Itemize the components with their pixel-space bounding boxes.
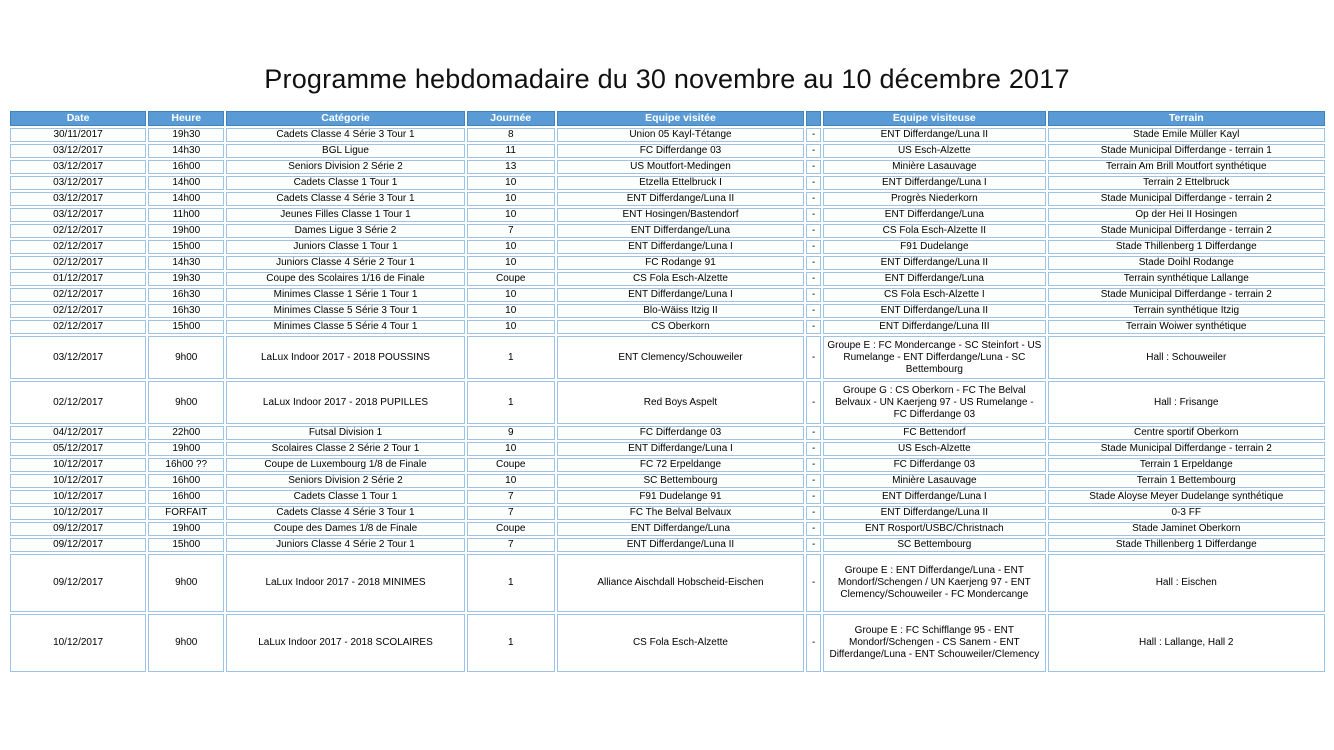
cell: ENT Differdange/Luna II (557, 192, 804, 206)
cell: 15h00 (148, 240, 224, 254)
cell: - (806, 336, 821, 379)
cell: 02/12/2017 (10, 381, 146, 424)
cell: 09/12/2017 (10, 538, 146, 552)
cell: Stade Aloyse Meyer Dudelange synthétique (1048, 490, 1325, 504)
cell: - (806, 614, 821, 672)
cell: Stade Municipal Differdange - terrain 2 (1048, 192, 1325, 206)
cell: Stade Municipal Differdange - terrain 2 (1048, 288, 1325, 302)
cell: 1 (467, 554, 555, 612)
cell: Op der Hei II Hosingen (1048, 208, 1325, 222)
cell: Juniors Classe 1 Tour 1 (226, 240, 464, 254)
cell: 1 (467, 381, 555, 424)
cell: Terrain Am Brill Moutfort synthétique (1048, 160, 1325, 174)
cell: 16h00 (148, 474, 224, 488)
cell: - (806, 554, 821, 612)
cell: 19h00 (148, 224, 224, 238)
cell: 16h00 (148, 490, 224, 504)
table-row (10, 522, 1325, 536)
cell: 10 (467, 176, 555, 190)
cell: ENT Differdange/Luna I (823, 490, 1045, 504)
cell: 10 (467, 288, 555, 302)
cell: 10 (467, 304, 555, 318)
cell: LaLux Indoor 2017 - 2018 MINIMES (226, 554, 464, 612)
table-row (10, 272, 1325, 286)
cell: Stade Jaminet Oberkorn (1048, 522, 1325, 536)
cell: 10 (467, 320, 555, 334)
cell: CS Fola Esch-Alzette (557, 272, 804, 286)
cell: Cadets Classe 1 Tour 1 (226, 490, 464, 504)
table-body (10, 128, 1325, 672)
cell: CS Fola Esch-Alzette II (823, 224, 1045, 238)
cell: 03/12/2017 (10, 160, 146, 174)
cell: 7 (467, 224, 555, 238)
cell: Coupe (467, 522, 555, 536)
cell: 9h00 (148, 381, 224, 424)
cell: - (806, 288, 821, 302)
cell: 10 (467, 256, 555, 270)
cell: Terrain synthétique Itzig (1048, 304, 1325, 318)
cell: CS Fola Esch-Alzette (557, 614, 804, 672)
cell: ENT Rosport/USBC/Christnach (823, 522, 1045, 536)
cell: 09/12/2017 (10, 522, 146, 536)
cell: - (806, 506, 821, 520)
cell: Blo-Wäiss Itzig II (557, 304, 804, 318)
cell: 01/12/2017 (10, 272, 146, 286)
table-row (10, 208, 1325, 222)
cell: - (806, 522, 821, 536)
cell: - (806, 192, 821, 206)
cell: - (806, 490, 821, 504)
table-row (10, 381, 1325, 424)
cell: - (806, 381, 821, 424)
cell: Minière Lasauvage (823, 160, 1045, 174)
table-row (10, 176, 1325, 190)
cell: 10/12/2017 (10, 614, 146, 672)
cell: ENT Hosingen/Bastendorf (557, 208, 804, 222)
table-row (10, 426, 1325, 440)
cell: Stade Emile Müller Kayl (1048, 128, 1325, 142)
cell: Terrain 1 Erpeldange (1048, 458, 1325, 472)
cell: - (806, 304, 821, 318)
cell: ENT Differdange/Luna I (557, 288, 804, 302)
cell: 16h00 ?? (148, 458, 224, 472)
cell: Coupe de Luxembourg 1/8 de Finale (226, 458, 464, 472)
cell: ENT Differdange/Luna II (823, 304, 1045, 318)
cell: ENT Differdange/Luna (823, 272, 1045, 286)
cell: - (806, 426, 821, 440)
table-row (10, 336, 1325, 379)
cell: Stade Municipal Differdange - terrain 2 (1048, 442, 1325, 456)
cell: Centre sportif Oberkorn (1048, 426, 1325, 440)
cell: Minimes Classe 5 Série 3 Tour 1 (226, 304, 464, 318)
table-row (10, 614, 1325, 672)
cell: 15h00 (148, 320, 224, 334)
column-header: Journée (467, 111, 555, 126)
cell: 0-3 FF (1048, 506, 1325, 520)
cell: LaLux Indoor 2017 - 2018 PUPILLES (226, 381, 464, 424)
table-row (10, 442, 1325, 456)
cell: ENT Differdange/Luna III (823, 320, 1045, 334)
cell: - (806, 144, 821, 158)
cell: 30/11/2017 (10, 128, 146, 142)
table-row (10, 224, 1325, 238)
cell: 7 (467, 538, 555, 552)
cell: Minière Lasauvage (823, 474, 1045, 488)
cell: 02/12/2017 (10, 320, 146, 334)
cell: ENT Differdange/Luna II (823, 256, 1045, 270)
cell: FORFAIT (148, 506, 224, 520)
cell: Red Boys Aspelt (557, 381, 804, 424)
schedule-table (8, 109, 1327, 674)
table-row (10, 304, 1325, 318)
cell: 10/12/2017 (10, 506, 146, 520)
cell: 02/12/2017 (10, 304, 146, 318)
cell: - (806, 176, 821, 190)
table-row (10, 192, 1325, 206)
cell: - (806, 128, 821, 142)
cell: Hall : Schouweiler (1048, 336, 1325, 379)
cell: Terrain Woiwer synthétique (1048, 320, 1325, 334)
table-header (10, 111, 1325, 126)
cell: 9h00 (148, 614, 224, 672)
cell: 02/12/2017 (10, 224, 146, 238)
header-row (10, 111, 1325, 126)
cell: FC The Belval Belvaux (557, 506, 804, 520)
cell: 10/12/2017 (10, 474, 146, 488)
cell: Stade Thillenberg 1 Differdange (1048, 538, 1325, 552)
table-row (10, 240, 1325, 254)
column-header: Heure (148, 111, 224, 126)
cell: Hall : Frisange (1048, 381, 1325, 424)
cell: F91 Dudelange 91 (557, 490, 804, 504)
cell: CS Oberkorn (557, 320, 804, 334)
cell: ENT Differdange/Luna I (557, 240, 804, 254)
cell: FC Differdange 03 (823, 458, 1045, 472)
cell: SC Bettembourg (823, 538, 1045, 552)
cell: 03/12/2017 (10, 144, 146, 158)
cell: Cadets Classe 4 Série 3 Tour 1 (226, 192, 464, 206)
cell: 8 (467, 128, 555, 142)
cell: 10 (467, 192, 555, 206)
column-header: Date (10, 111, 146, 126)
cell: FC Bettendorf (823, 426, 1045, 440)
cell: 14h00 (148, 192, 224, 206)
cell: 09/12/2017 (10, 554, 146, 612)
table-row (10, 160, 1325, 174)
cell: ENT Differdange/Luna II (823, 506, 1045, 520)
cell: 03/12/2017 (10, 208, 146, 222)
cell: Futsal Division 1 (226, 426, 464, 440)
cell: 11h00 (148, 208, 224, 222)
cell: 19h00 (148, 522, 224, 536)
cell: Groupe E : ENT Differdange/Luna - ENT Mondorf/Schengen / UN Kaerjeng 97 - ENT Clemency/Schouweiler - FC Mondercange (823, 554, 1045, 612)
cell: 9h00 (148, 554, 224, 612)
column-header: Terrain (1048, 111, 1325, 126)
cell: - (806, 538, 821, 552)
cell: US Esch-Alzette (823, 442, 1045, 456)
cell: FC Differdange 03 (557, 144, 804, 158)
table-row (10, 554, 1325, 612)
cell: Dames Ligue 3 Série 2 (226, 224, 464, 238)
table-row (10, 288, 1325, 302)
cell: Stade Doihl Rodange (1048, 256, 1325, 270)
cell: Jeunes Filles Classe 1 Tour 1 (226, 208, 464, 222)
cell: Coupe (467, 458, 555, 472)
cell: Hall : Lallange, Hall 2 (1048, 614, 1325, 672)
cell: ENT Differdange/Luna I (823, 176, 1045, 190)
cell: 14h30 (148, 144, 224, 158)
cell: Seniors Division 2 Série 2 (226, 474, 464, 488)
cell: 15h00 (148, 538, 224, 552)
cell: LaLux Indoor 2017 - 2018 SCOLAIRES (226, 614, 464, 672)
cell: 7 (467, 506, 555, 520)
cell: Union 05 Kayl-Tétange (557, 128, 804, 142)
cell: 1 (467, 614, 555, 672)
cell: Cadets Classe 1 Tour 1 (226, 176, 464, 190)
cell: Scolaires Classe 2 Série 2 Tour 1 (226, 442, 464, 456)
cell: Alliance Aischdall Hobscheid-Eischen (557, 554, 804, 612)
table-row (10, 128, 1325, 142)
cell: 1 (467, 336, 555, 379)
cell: Stade Thillenberg 1 Differdange (1048, 240, 1325, 254)
page-title: Programme hebdomadaire du 30 novembre au 10 décembre 2017 (264, 64, 1070, 94)
cell: ENT Differdange/Luna II (557, 538, 804, 552)
cell: 13 (467, 160, 555, 174)
cell: 02/12/2017 (10, 256, 146, 270)
cell: 10 (467, 474, 555, 488)
cell: SC Bettembourg (557, 474, 804, 488)
cell: Progrès Niederkorn (823, 192, 1045, 206)
cell: - (806, 320, 821, 334)
table-row (10, 458, 1325, 472)
cell: US Moutfort-Medingen (557, 160, 804, 174)
cell: FC Rodange 91 (557, 256, 804, 270)
cell: Cadets Classe 4 Série 3 Tour 1 (226, 128, 464, 142)
cell: 10/12/2017 (10, 458, 146, 472)
cell: ENT Differdange/Luna (557, 224, 804, 238)
cell: Juniors Classe 4 Série 2 Tour 1 (226, 538, 464, 552)
cell: 22h00 (148, 426, 224, 440)
table-row (10, 320, 1325, 334)
cell: Hall : Eischen (1048, 554, 1325, 612)
cell: Groupe G : CS Oberkorn - FC The Belval Belvaux - UN Kaerjeng 97 - US Rumelange - FC Differdange 03 (823, 381, 1045, 424)
cell: Juniors Classe 4 Série 2 Tour 1 (226, 256, 464, 270)
cell: BGL Ligue (226, 144, 464, 158)
table-row (10, 474, 1325, 488)
cell: 02/12/2017 (10, 240, 146, 254)
cell: Stade Municipal Differdange - terrain 1 (1048, 144, 1325, 158)
cell: - (806, 442, 821, 456)
cell: 19h00 (148, 442, 224, 456)
cell: 16h30 (148, 288, 224, 302)
cell: FC Differdange 03 (557, 426, 804, 440)
cell: Etzella Ettelbruck I (557, 176, 804, 190)
column-header: Catégorie (226, 111, 464, 126)
cell: 05/12/2017 (10, 442, 146, 456)
cell: 10 (467, 442, 555, 456)
cell: - (806, 240, 821, 254)
column-header: Equipe visiteuse (823, 111, 1045, 126)
cell: 10 (467, 240, 555, 254)
cell: - (806, 474, 821, 488)
cell: ENT Differdange/Luna II (823, 128, 1045, 142)
cell: - (806, 256, 821, 270)
cell: Terrain 2 Ettelbruck (1048, 176, 1325, 190)
cell: - (806, 224, 821, 238)
cell: Groupe E : FC Mondercange - SC Steinfort - US Rumelange - ENT Differdange/Luna - SC Bettembourg (823, 336, 1045, 379)
cell: Stade Municipal Differdange - terrain 2 (1048, 224, 1325, 238)
cell: Terrain synthétique Lallange (1048, 272, 1325, 286)
cell: Coupe des Dames 1/8 de Finale (226, 522, 464, 536)
cell: Seniors Division 2 Série 2 (226, 160, 464, 174)
cell: Groupe E : FC Schifflange 95 - ENT Mondorf/Schengen - CS Sanem - ENT Differdange/Luna - ENT Schouweiler/Clemency (823, 614, 1045, 672)
cell: 16h00 (148, 160, 224, 174)
cell: LaLux Indoor 2017 - 2018 POUSSINS (226, 336, 464, 379)
cell: 19h30 (148, 128, 224, 142)
cell: - (806, 208, 821, 222)
cell: 10/12/2017 (10, 490, 146, 504)
cell: CS Fola Esch-Alzette I (823, 288, 1045, 302)
cell: 9h00 (148, 336, 224, 379)
table-row (10, 144, 1325, 158)
cell: 11 (467, 144, 555, 158)
cell: 02/12/2017 (10, 288, 146, 302)
cell: 03/12/2017 (10, 192, 146, 206)
cell: F91 Dudelange (823, 240, 1045, 254)
table-row (10, 490, 1325, 504)
table-row (10, 506, 1325, 520)
cell: 14h00 (148, 176, 224, 190)
cell: Coupe (467, 272, 555, 286)
cell: ENT Clemency/Schouweiler (557, 336, 804, 379)
cell: 14h30 (148, 256, 224, 270)
cell: 10 (467, 208, 555, 222)
cell: Minimes Classe 5 Série 4 Tour 1 (226, 320, 464, 334)
cell: 16h30 (148, 304, 224, 318)
cell: 9 (467, 426, 555, 440)
cell: ENT Differdange/Luna (557, 522, 804, 536)
table-row (10, 256, 1325, 270)
cell: Terrain 1 Bettembourg (1048, 474, 1325, 488)
cell: - (806, 272, 821, 286)
cell: Minimes Classe 1 Série 1 Tour 1 (226, 288, 464, 302)
cell: ENT Differdange/Luna (823, 208, 1045, 222)
cell: - (806, 160, 821, 174)
cell: 7 (467, 490, 555, 504)
cell: ENT Differdange/Luna I (557, 442, 804, 456)
cell: FC 72 Erpeldange (557, 458, 804, 472)
column-header (806, 111, 821, 126)
cell: US Esch-Alzette (823, 144, 1045, 158)
cell: Coupe des Scolaires 1/16 de Finale (226, 272, 464, 286)
column-header: Equipe visitée (557, 111, 804, 126)
cell: Cadets Classe 4 Série 3 Tour 1 (226, 506, 464, 520)
table-row (10, 538, 1325, 552)
cell: 19h30 (148, 272, 224, 286)
cell: 03/12/2017 (10, 336, 146, 379)
cell: 04/12/2017 (10, 426, 146, 440)
cell: 03/12/2017 (10, 176, 146, 190)
cell: - (806, 458, 821, 472)
